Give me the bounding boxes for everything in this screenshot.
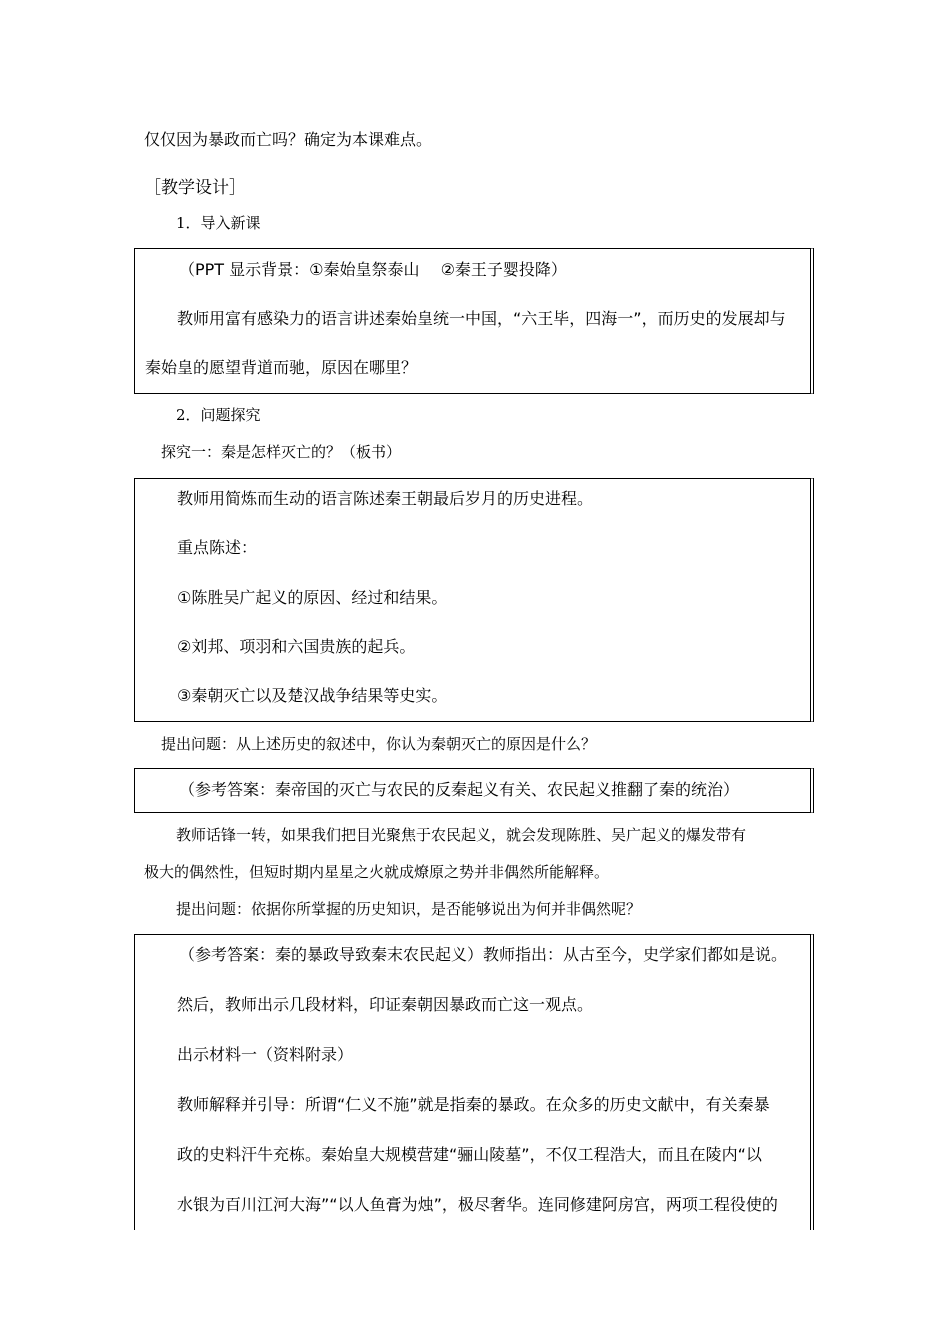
narrative-box-line5: ③秦朝灭亡以及楚汉战争结果等史实。	[177, 686, 448, 705]
answer2-box-line6: 水银为百川江河大海”“以人鱼膏为烛”，极尽奢华。连同修建阿房宫，两项工程役使的	[177, 1195, 778, 1214]
answer2-box-line3: 出示材料一（资料附录）	[177, 1045, 354, 1064]
narrative-box	[134, 478, 814, 722]
inquiry1-heading: 探究一：秦是怎样灭亡的？（板书）	[161, 443, 402, 461]
step2-heading: 2．问题探究	[176, 406, 261, 424]
narrative-box-line1: 教师用简炼而生动的语言陈述秦王朝最后岁月的历史进程。	[177, 489, 594, 508]
section-heading: ［教学设计］	[144, 178, 246, 198]
intro-box-line2: 教师用富有感染力的语言讲述秦始皇统一中国，“六王毕，四海一”，而历史的发展却与	[177, 309, 786, 328]
answer1-box-line1: （参考答案：秦帝国的灭亡与农民的反秦起义有关、农民起义推翻了秦的统治）	[179, 780, 740, 799]
intro-box-line1: （PPT 显示背景：①秦始皇祭泰山 ②秦王子婴投降）	[179, 260, 567, 279]
answer2-box	[134, 934, 814, 1230]
question1: 提出问题：从上述历史的叙述中，你认为秦朝灭亡的原因是什么？	[161, 735, 597, 753]
narrative-box-line4: ②刘邦、项羽和六国贵族的起兵。	[177, 637, 416, 656]
intro-box	[134, 248, 814, 394]
intro-line: 仅仅因为暴政而亡吗？确定为本课难点。	[144, 130, 433, 149]
intro-box-line3: 秦始皇的愿望背道而驰，原因在哪里？	[145, 358, 418, 377]
answer2-box-line2: 然后，教师出示几段材料，印证秦朝因暴政而亡这一观点。	[177, 995, 594, 1014]
narrative-box-line3: ①陈胜吴广起义的原因、经过和结果。	[177, 588, 448, 607]
paragraph1-line1: 教师话锋一转，如果我们把目光聚焦于农民起义，就会发现陈胜、吴广起义的爆发带有	[176, 826, 747, 844]
answer2-box-line5: 政的史料汗牛充栋。秦始皇大规模营建“骊山陵墓”，不仅工程浩大，而且在陵内“以	[177, 1145, 762, 1164]
question2: 提出问题：依据你所掌握的历史知识，是否能够说出为何并非偶然呢？	[176, 900, 642, 918]
paragraph1-line2: 极大的偶然性，但短时期内星星之火就成燎原之势并非偶然所能解释。	[144, 863, 610, 881]
step1-heading: 1．导入新课	[176, 214, 261, 232]
narrative-box-line2: 重点陈述：	[177, 538, 258, 557]
answer2-box-line4: 教师解释并引导：所谓“仁义不施”就是指秦的暴政。在众多的历史文献中，有关秦暴	[177, 1095, 770, 1114]
answer1-box	[134, 768, 814, 813]
answer2-box-line1: （参考答案：秦的暴政导致秦末农民起义）教师指出：从古至今，史学家们都如是说。	[179, 945, 788, 964]
